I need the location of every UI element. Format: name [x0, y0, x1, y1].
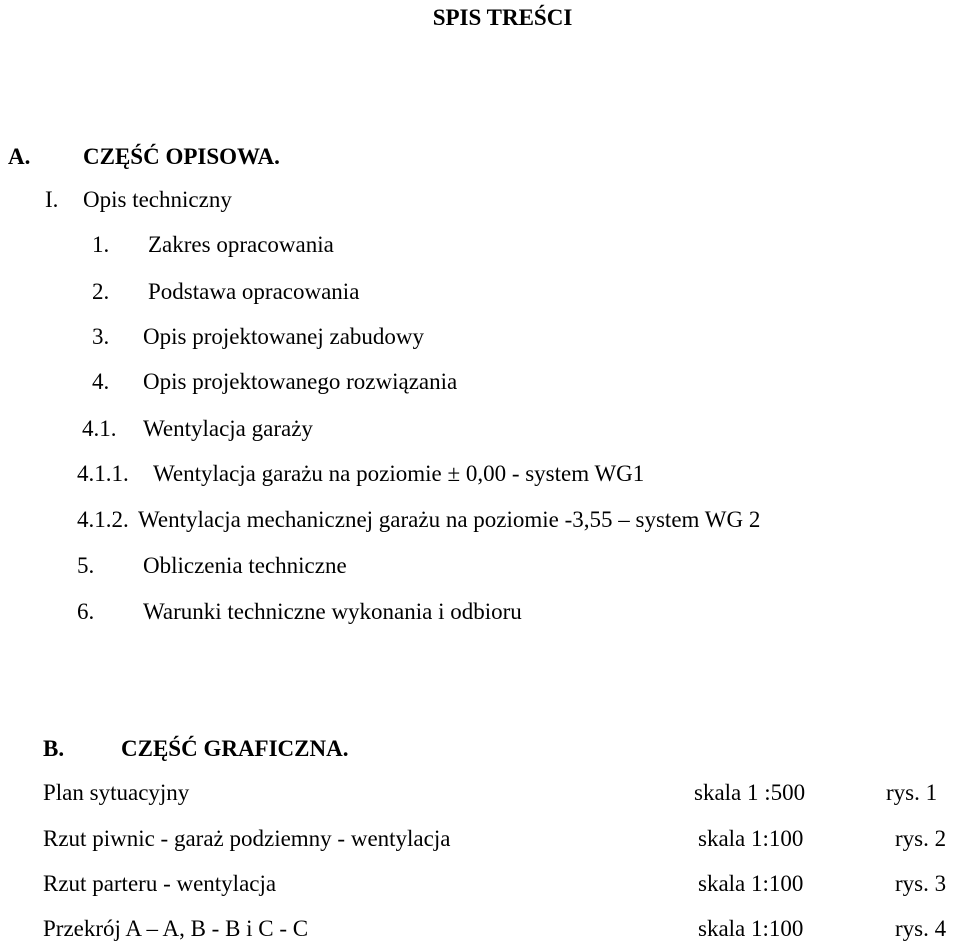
toc-item-number: 4. [92, 369, 110, 394]
toc-item-number: 4.1.2. [77, 507, 129, 532]
section-b-heading: CZĘŚĆ GRAFICZNA. [121, 736, 349, 761]
toc-item-label: Wentylacja garaży [143, 416, 313, 441]
drawing-scale: skala 1 :500 [694, 780, 806, 805]
toc-item-label: Zakres opracowania [148, 232, 334, 257]
toc-item-label: Opis projektowanego rozwiązania [143, 369, 458, 394]
toc-item-number: 1. [92, 232, 110, 257]
drawing-name: Rzut piwnic - garaż podziemny - wentylacja [43, 826, 451, 851]
toc-item-label: Wentylacja mechanicznej garażu na poziomie -3,55 – system WG 2 [138, 507, 761, 532]
drawing-sheet: rys. 3 [895, 871, 947, 896]
toc-item-number: 4.1. [82, 416, 117, 441]
toc-item-label: Warunki techniczne wykonania i odbioru [143, 599, 522, 624]
chapter-number: I. [45, 187, 59, 212]
page-title: SPIS TREŚCI [432, 5, 573, 30]
section-a-heading: CZĘŚĆ OPISOWA. [83, 144, 280, 169]
drawing-name: Plan sytuacyjny [43, 780, 190, 805]
toc-item-number: 2. [92, 279, 110, 304]
section-a-letter: A. [8, 144, 31, 169]
drawing-sheet: rys. 4 [895, 916, 947, 941]
drawing-scale: skala 1:100 [698, 916, 804, 941]
toc-item-label: Obliczenia techniczne [143, 553, 347, 578]
drawing-sheet: rys. 2 [895, 826, 947, 851]
toc-item-label: Wentylacja garażu na poziomie ± 0,00 - system WG1 [153, 461, 645, 486]
toc-item-label: Opis projektowanej zabudowy [143, 324, 425, 349]
drawing-name: Rzut parteru - wentylacja [43, 871, 277, 896]
toc-item-number: 3. [92, 324, 110, 349]
drawing-scale: skala 1:100 [698, 871, 804, 896]
drawing-name: Przekrój A – A, B - B i C - C [43, 916, 309, 941]
chapter-title: Opis techniczny [83, 187, 232, 212]
drawing-scale: skala 1:100 [698, 826, 804, 851]
toc-item-label: Podstawa opracowania [148, 279, 360, 304]
drawing-sheet: rys. 1 [886, 780, 938, 805]
toc-item-number: 6. [77, 599, 95, 624]
toc-item-number: 4.1.1. [77, 461, 129, 486]
section-b-letter: B. [43, 736, 65, 761]
toc-item-number: 5. [77, 553, 95, 578]
